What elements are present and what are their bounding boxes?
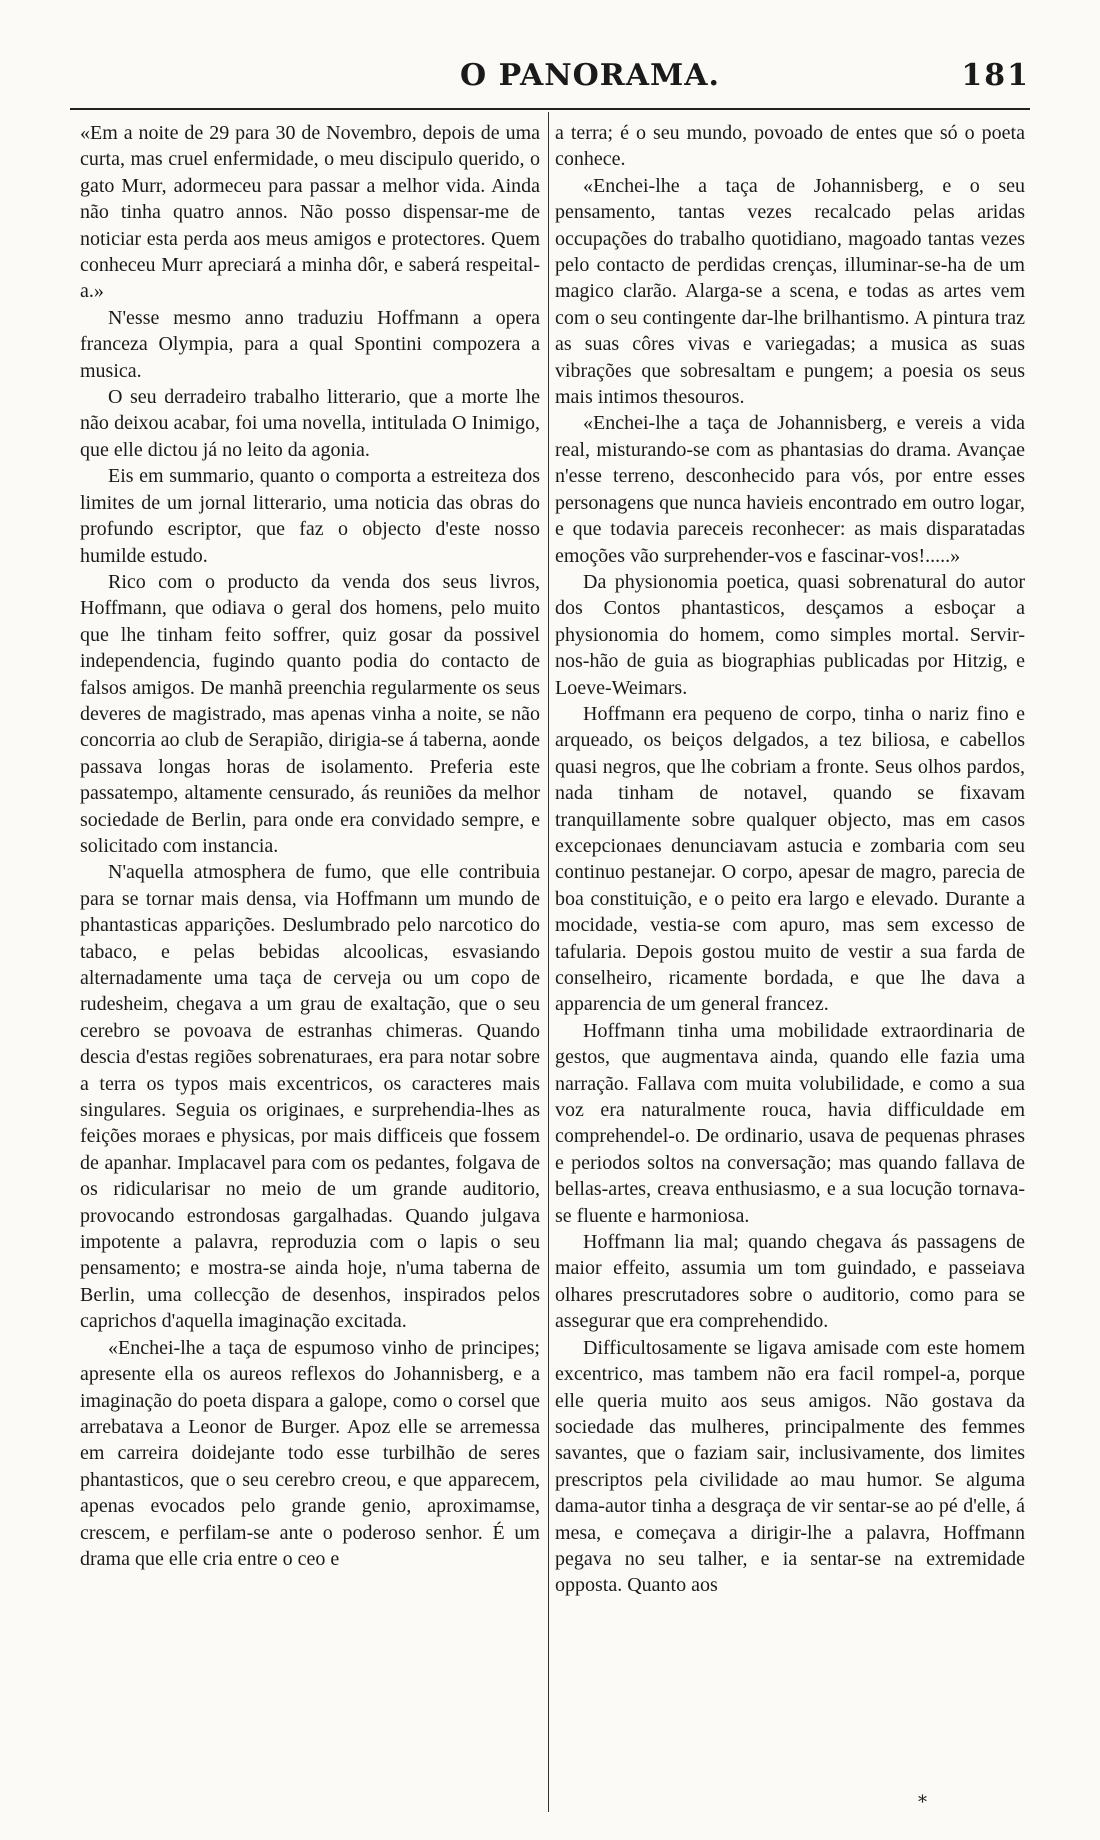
paragraph: «Enchei-lhe a taça de Johannisberg, e vereis a vida real, misturando-se com as phantasias do drama. Avançae n'esse terreno, desconhecido para vós, por entre esses personagens que nunca havieis encontrado em outro logar, e que todavia pareceis reconhecer: as mais disparatadas emoções vão surprehender-vos e fascinar-vos!.....» <box>555 412 1025 567</box>
paragraph: Hoffmann era pequeno de corpo, tinha o nariz fino e arqueado, os beiços delgados, a tez biliosa, e cabellos quasi negros, que lhe cobriam a fronte. Seus olhos pardos, nada tinham de notavel, quando se fixavam tranquillamente sobre qualquer objecto, mas em casos excepcionaes denunciavam astucia e zombaria com seu continuo pestanejar. O corpo, apesar de magro, parecia de boa constituição, e o peito era largo e elevado. Durante a mocidade, vestia-se com apuro, mas sem excesso de tafularia. Depois gostou muito de vestir a sua farda de conselheiro, ricamente bordada, e que lhe dava a apparencia de um general francez. <box>555 702 1025 1016</box>
paragraph: «Enchei-lhe a taça de espumoso vinho de principes; apresente ella os aureos reflexos do Johannisberg, e a imaginação do poeta dispara a galope, como o corsel que arrebatava a Leonor de Burger. Apoz elle se arremessa em carreira doidejante todo esse turbilhão de seres phantasticos, que o seu cerebro creou, e que apparecem, apenas evocados pelo grande genio, aproximamse, crescem, e perfilam-se ante o poderoso senhor. É um drama que elle cria entre o ceo e <box>80 1336 540 1570</box>
page-header <box>70 58 1030 104</box>
paragraph: Hoffmann tinha uma mobilidade extraordinaria de gestos, que augmentava ainda, quando elle fazia uma narração. Fallava com muita volubilidade, e como a sua voz era naturalmente rouca, havia difficuldade em comprehendel-o. De ordinario, usava de pequenas phrases e periodos soltos na conversação; mas quando fallava de bellas-artes, creava enthusiasmo, e a sua locução tornava-se fluente e harmoniosa. <box>555 1019 1025 1227</box>
journal-title: O PANORAMA. <box>460 58 720 93</box>
paragraph: N'esse mesmo anno traduziu Hoffmann a opera franceza Olympia, para a qual Spontini compozera a musica. <box>80 306 540 382</box>
right-column <box>555 120 1025 1810</box>
paragraph: N'aquella atmosphera de fumo, que elle contribuia para se tornar mais densa, via Hoffmann um mundo de phantasticas apparições. Deslumbrado pelo narcotico do tabaco, e pelas bebidas alcoolicas, esvasiando alternadamente uma taça de cerveja ou um copo de rudesheim, chegava a um grau de exaltação, que o seu cerebro se povoava de estranhas chimeras. Quando descia d'estas regiões sobrenaturaes, era para notar sobre a terra os typos mais excentricos, os caracteres mais singulares. Seguia os originaes, e surprehendia-lhes as feições moraes e physicas, por mais difficeis que fossem de apanhar. Implacavel para com os pedantes, folgava de os ridicularisar no meio de um grande auditorio, provocando estrondosas gargalhadas. Quando julgava impotente a palavra, reproduzia com o lapis o seu pensamento; e mostra-se ainda hoje, n'uma taberna de Berlin, uma collecção de desenhos, inspirados pelos caprichos d'aquella imaginação excitada. <box>80 861 540 1333</box>
paragraph: Rico com o producto da venda dos seus livros, Hoffmann, que odiava o geral dos homens, pelo muito que lhe tinham feito soffrer, quiz gosar da possivel independencia, fugindo quanto podia do contacto de falsos amigos. De manhã preenchia regularmente os seus deveres de magistrado, mas apenas vinha a noite, se não concorria ao club de Serapião, dirigia-se á taberna, aonde passava longas horas de isolamento. Preferia este passatempo, altamente censurado, ás reuniões da melhor sociedade de Berlin, para onde era convidado sempre, e solicitado com instancia. <box>80 570 540 857</box>
column-divider <box>548 112 549 1812</box>
left-column <box>80 120 540 1810</box>
paragraph: «Enchei-lhe a taça de Johannisberg, e o seu pensamento, tantas vezes recalcado pelas aridas occupações do trabalho quotidiano, magoado tantas vezes pelo contacto de perdidas crenças, illuminar-se-ha de um magico clarão. Alarga-se a scena, e todas as artes vem com o seu contingente dar-lhe brilhantismo. A pintura traz as suas côres vivas e variegadas; a musica as suas vibrações que sobresaltam e pungem; a poesia os seus mais intimos thesouros. <box>555 174 1025 409</box>
paragraph: Eis em summario, quanto o comporta a estreiteza dos limites de um jornal litterario, uma noticia das obras do profundo escriptor, que faz o objecto d'este nosso humilde estudo. <box>80 465 540 567</box>
page-number: 181 <box>961 58 1030 93</box>
paragraph: O seu derradeiro trabalho litterario, que a morte lhe não deixou acabar, foi uma novella, intitulada O Inimigo, que elle dictou já no leito da agonia. <box>80 386 540 461</box>
paragraph: Da physionomia poetica, quasi sobrenatural do autor dos Contos phantasticos, desçamos a esboçar a physionomia do homem, como simples mortal. Servir-nos-hão de guia as biographias publicadas por Hitzig, e Loeve-Weimars. <box>555 570 1025 699</box>
header-rule <box>70 108 1030 110</box>
footer-mark: * <box>918 1792 927 1813</box>
paragraph: a terra; é o seu mundo, povoado de entes que só o poeta conhece. <box>555 122 1025 171</box>
paragraph: Difficultosamente se ligava amisade com este homem excentrico, mas tambem não era facil rompel-a, porque elle queria muito aos seus amigos. Não gostava da sociedade das mulheres, principalmente des femmes savantes, que o faziam sair, inclusivamente, dos limites prescriptos pela civilidade ao mau humor. Se alguma dama-autor tinha a desgraça de vir sentar-se ao pé d'elle, á mesa, e começava a dirigir-lhe a palavra, Hoffmann pegava no seu talher, e ia sentar-se na extremidade opposta. Quanto aos <box>555 1336 1025 1597</box>
paragraph: «Em a noite de 29 para 30 de Novembro, depois de uma curta, mas cruel enfermidade, o meu discipulo querido, o gato Murr, adormeceu para passar a melhor vida. Ainda não tinha quatro annos. Não posso dispensar-me de noticiar esta perda aos meus amigos e protectores. Quem conheceu Murr apreciará a minha dôr, e saberá respeital-a.» <box>80 122 540 303</box>
paragraph: Hoffmann lia mal; quando chegava ás passagens de maior effeito, assumia um tom guindado, e passeiava olhares prescrutadores sobre o auditorio, como para se assegurar que era comprehendido. <box>555 1231 1025 1333</box>
